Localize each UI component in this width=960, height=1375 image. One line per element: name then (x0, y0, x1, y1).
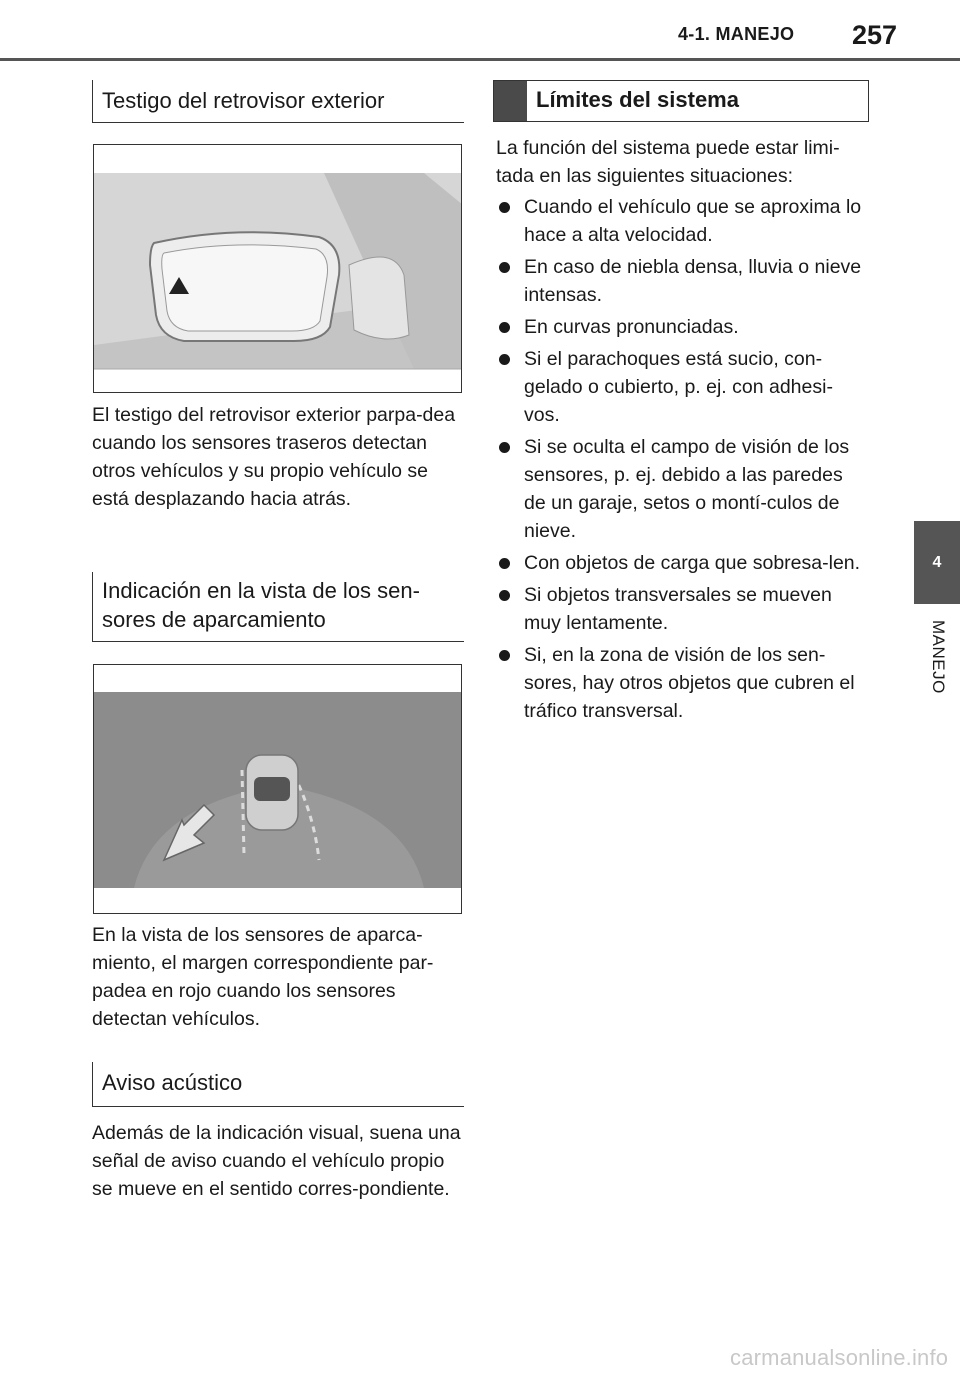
list-item-text: Si el parachoques está sucio, con-gelado o cubierto, p. ej. con adhesi-vos. (524, 348, 833, 426)
bullet-icon (499, 650, 510, 661)
bullet-icon (499, 558, 510, 569)
bullet-icon (499, 262, 510, 273)
heading-acoustic-warning: Aviso acústico (92, 1062, 464, 1107)
bullet-icon (499, 354, 510, 365)
bullet-icon (499, 322, 510, 333)
para-system-limits-intro: La función del sistema puede estar limi-tada en las siguientes situaciones: (496, 137, 840, 187)
heading-system-limits-text: Límites del sistema (536, 87, 739, 112)
list-item-text: Si objetos transversales se mueven muy lentamente. (524, 584, 832, 634)
list-item-text: Con objetos de carga que sobresa-len. (524, 552, 861, 574)
list-item-text: En caso de niebla densa, lluvia o nieve intensas. (524, 256, 862, 306)
chapter-label-text: MANEJO (929, 620, 948, 694)
list-item (496, 253, 868, 309)
chapter-label (924, 620, 948, 700)
figure-side-mirror (93, 144, 462, 393)
heading-mirror-indicator: Testigo del retrovisor exterior (92, 80, 464, 123)
bullet-icon (499, 202, 510, 213)
heading-parking-sensors-view: Indicación en la vista de los sen-sores de aparcamiento (92, 572, 464, 642)
list-item (496, 433, 868, 545)
heading-bar (494, 81, 527, 121)
list-item-text: Si se oculta el campo de visión de los sensores, p. ej. debido a las paredes de un garaje, setos o montí-culos de nieve. (524, 436, 850, 542)
list-item (496, 193, 868, 249)
figure-parking-sensors-view (93, 664, 462, 914)
list-item (496, 549, 868, 577)
para-mirror-indicator: El testigo del retrovisor exterior parpa-dea cuando los sensores traseros detectan otros vehículos y su propio vehículo se está desplazando hacia atrás. (92, 404, 456, 510)
watermark: carmanualsonline.info (730, 1345, 949, 1370)
bullet-icon (499, 590, 510, 601)
heading-system-limits (493, 80, 869, 122)
limits-list (496, 193, 868, 729)
chapter-tab[interactable]: 4 (914, 521, 960, 604)
header-section-title: 4-1. MANEJO (678, 24, 795, 44)
list-item-text: Si, en la zona de visión de los sen-sores, hay otros objetos que cubren el tráfico transversal. (524, 644, 855, 722)
list-item-text: En curvas pronunciadas. (524, 316, 739, 338)
list-item (496, 581, 868, 637)
side-mirror-illustration (94, 145, 462, 393)
page-number: 257 (852, 20, 898, 50)
list-item-text: Cuando el vehículo que se aproxima lo hace a alta velocidad. (524, 196, 862, 246)
header-rule (0, 58, 960, 61)
list-item (496, 641, 868, 725)
para-parking-sensors-view: En la vista de los sensores de aparca-miento, el margen correspondiente par-padea en rojo cuando los sensores detectan vehículos. (92, 924, 434, 1030)
para-acoustic-warning: Además de la indicación visual, suena una señal de aviso cuando el vehículo propio se mueve en el sentido corres-pondiente. (92, 1122, 461, 1200)
list-item (496, 313, 868, 341)
bullet-icon (499, 442, 510, 453)
list-item (496, 345, 868, 429)
parking-view-illustration (94, 665, 462, 914)
